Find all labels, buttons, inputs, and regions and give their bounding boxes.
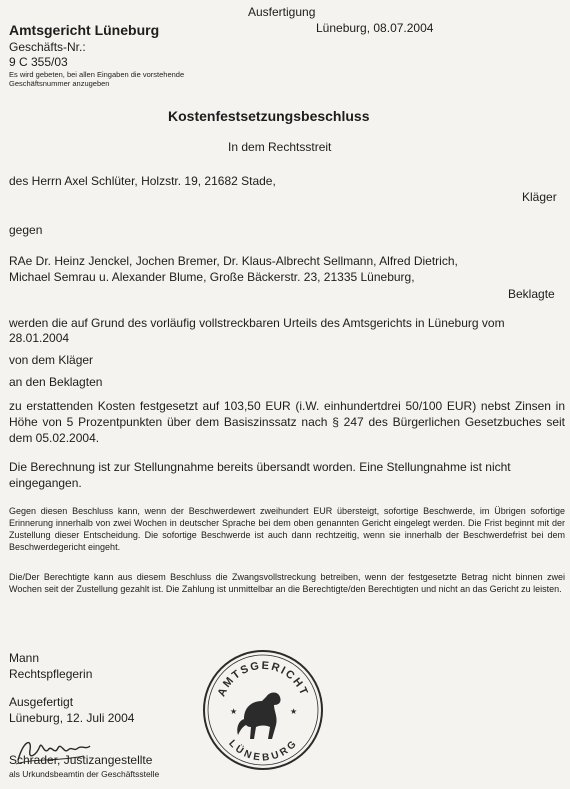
body-paragraph-2: von dem Kläger: [9, 353, 94, 367]
ausgefertigt-place-date: Lüneburg, 12. Juli 2004: [9, 711, 135, 725]
court-seal: [200, 647, 326, 773]
seal-text-bottom: LÜNEBURG: [226, 738, 300, 764]
place-date: Lüneburg, 08.07.2004: [316, 21, 434, 35]
document-title: Kostenfestsetzungsbeschluss: [168, 108, 370, 124]
plaintiff-role: Kläger: [522, 190, 557, 204]
horse-emblem-icon: [237, 693, 280, 740]
case-number-label: Geschäfts-Nr.:: [9, 40, 86, 54]
plaintiff-line: des Herrn Axel Schlüter, Holzstr. 19, 21682 Stade,: [9, 174, 276, 188]
ausgefertigt-label: Ausgefertigt: [9, 695, 74, 709]
defendants-role: Beklagte: [508, 287, 555, 301]
svg-text:★: ★: [290, 707, 298, 716]
body-paragraph-3: an den Beklagten: [9, 375, 103, 389]
case-number-note: Es wird gebeten, bei allen Eingaben die vorstehende Geschäftsnummer anzugeben: [9, 70, 185, 88]
body-paragraph-4: zu erstattenden Kosten festgesetzt auf 103,50 EUR (i.W. einhundertdrei 50/100 EUR) nebst Zinsen in Höhe von 5 Prozentpunkten über dem Basiszinssatz nach § 247 des Bürgerlichen Gesetzbuches seit dem 05.02.2004.: [9, 399, 565, 445]
defendants-line-2: Michael Semrau u. Alexander Blume, Große Bäckerstr. 23, 21335 Lüneburg,: [9, 270, 415, 284]
official-name: Schrader, Justizangestellte: [9, 753, 153, 767]
ausfertigung-label: Ausfertigung: [248, 5, 316, 19]
signer-role: Rechtspflegerin: [9, 667, 93, 681]
seal-text-top: AMTSGERICHT: [215, 659, 311, 699]
svg-text:★: ★: [230, 707, 238, 716]
case-number: 9 C 355/03: [9, 55, 68, 69]
official-role: als Urkundsbeamtin der Geschäftsstelle: [9, 769, 160, 779]
signer-name: Mann: [9, 651, 40, 665]
defendants-line-1: RAe Dr. Heinz Jenckel, Jochen Bremer, Dr. Klaus-Albrecht Sellmann, Alfred Dietrich,: [9, 254, 458, 268]
body-paragraph-1: werden die auf Grund des vorläufig vollstreckbaren Urteils des Amtsgerichts in Lüneburg vom 28.01.2004: [9, 316, 505, 345]
document-subtitle: In dem Rechtsstreit: [228, 140, 332, 154]
body-paragraph-5: Die Berechnung ist zur Stellungnahme bereits übersandt worden. Eine Stellungnahme ist nicht eingegangen.: [9, 460, 511, 490]
legal-notice-2: Die/Der Berechtigte kann aus diesem Beschluss die Zwangsvollstreckung betreiben, wenn der festgesetzte Betrag nicht binnen zwei Wochen seit der Zustellung gezahlt ist. Die Zahlung ist unmittelbar an die Berechtigte/den Berechtigten und nicht an das Gericht zu leisten.: [9, 572, 565, 594]
gegen-label: gegen: [9, 223, 43, 237]
court-name: Amtsgericht Lüneburg: [9, 22, 160, 38]
legal-notice-1: Gegen diesen Beschluss kann, wenn der Beschwerdewert zweihundert EUR übersteigt, sofortige Beschwerde, im Übrigen sofortige Erinnerung innerhalb von zwei Wochen in deutscher Sprache bei dem oben genannten Gericht eingelegt werden. Die Frist beginnt mit der Zustellung dieser Entscheidung. Die sofortige Beschwerde ist auch dann rechtzeitig, wenn sie innerhalb der Beschwerdefrist bei dem Beschwerdegericht eingeht.: [9, 506, 565, 552]
